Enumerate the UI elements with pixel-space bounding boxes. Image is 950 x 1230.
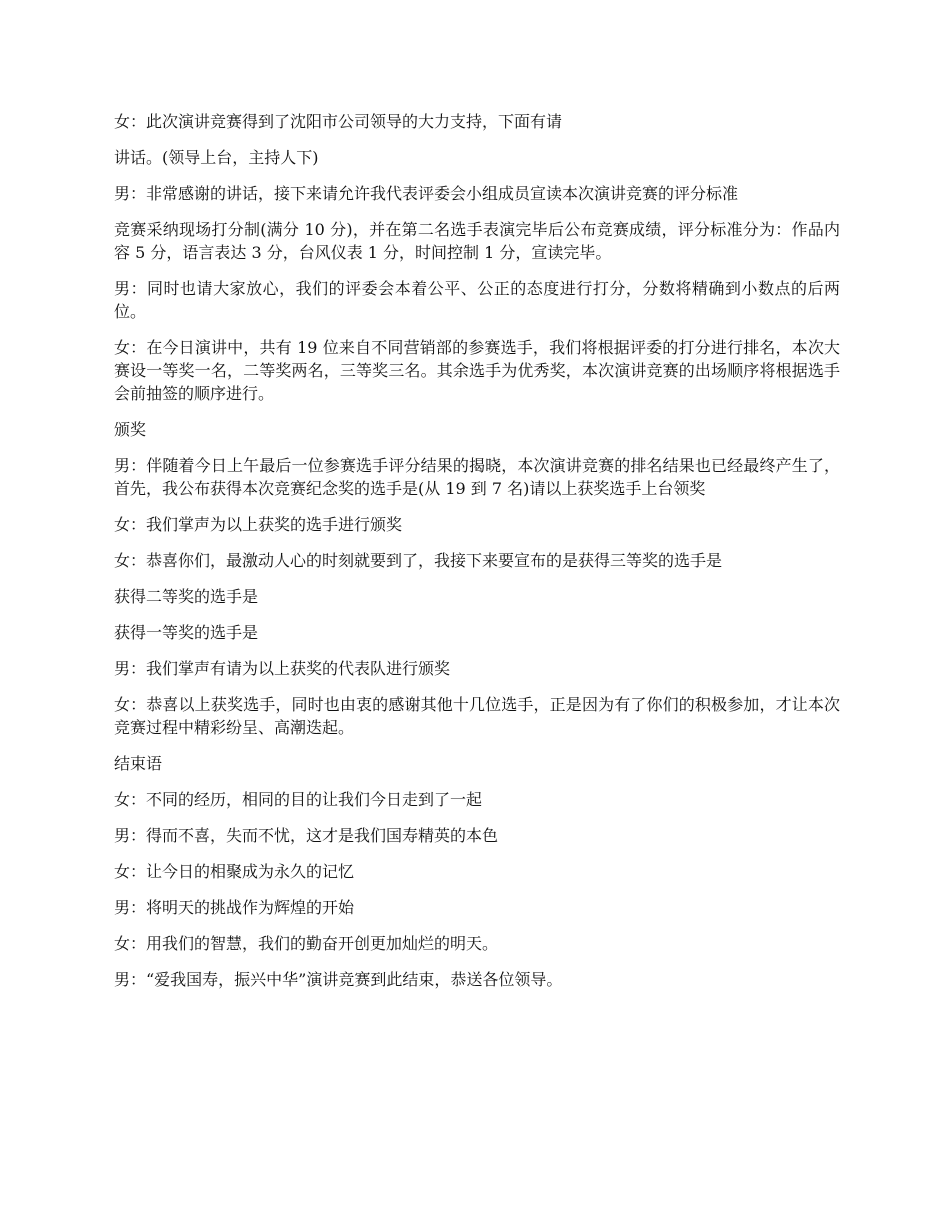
paragraph-10: 女：恭喜你们，最激动人心的时刻就要到了，我接下来要宣布的是获得三等奖的选手是 <box>114 551 723 570</box>
paragraph-8: 男：伴随着今日上午最后一位参赛选手评分结果的揭晓，本次演讲竞赛的排名结果也已经最终产生了，首先，我公布获得本次竞赛纪念奖的选手是(从 19 到 7 名)请以上获奖选手上台领奖 <box>114 456 840 498</box>
section-heading-award: 颁奖 <box>114 420 147 439</box>
section-heading-closing: 结束语 <box>114 754 163 773</box>
paragraph-5: 男：同时也请大家放心，我们的评委会本着公平、公正的态度进行打分，分数将精确到小数点的后两位。 <box>114 279 840 321</box>
paragraph-17: 男：得而不喜，失而不忧，这才是我们国寿精英的本色 <box>114 826 499 845</box>
paragraph-1: 女：此次演讲竞赛得到了沈阳市公司领导的大力支持，下面有请 <box>114 112 563 131</box>
paragraph-12: 获得一等奖的选手是 <box>114 623 259 642</box>
paragraph-14: 女：恭喜以上获奖选手，同时也由衷的感谢其他十几位选手，正是因为有了你们的积极参加，才让本次竞赛过程中精彩纷呈、高潮迭起。 <box>114 695 840 737</box>
paragraph-18: 女：让今日的相聚成为永久的记忆 <box>114 862 355 881</box>
paragraph-16: 女：不同的经历，相同的目的让我们今日走到了一起 <box>114 790 483 809</box>
paragraph-20: 女：用我们的智慧，我们的勤奋开创更加灿烂的明天。 <box>114 934 499 953</box>
paragraph-2: 讲话。(领导上台，主持人下) <box>114 148 319 167</box>
paragraph-3: 男：非常感谢的讲话，接下来请允许我代表评委会小组成员宣读本次演讲竞赛的评分标准 <box>114 184 739 203</box>
paragraph-21: 男：“爱我国寿，振兴中华”演讲竞赛到此结束，恭送各位领导。 <box>114 970 563 989</box>
paragraph-19: 男：将明天的挑战作为辉煌的开始 <box>114 898 355 917</box>
document-body <box>114 110 840 1004</box>
paragraph-4: 竞赛采纳现场打分制(满分 10 分)，并在第二名选手表演完毕后公布竞赛成绩，评分标准分为：作品内容 5 分，语言表达 3 分，台风仪表 1 分，时间控制 1 分，宣读完毕。 <box>114 220 840 262</box>
paragraph-11: 获得二等奖的选手是 <box>114 587 259 606</box>
paragraph-13: 男：我们掌声有请为以上获奖的代表队进行颁奖 <box>114 659 451 678</box>
paragraph-9: 女：我们掌声为以上获奖的选手进行颁奖 <box>114 515 403 534</box>
paragraph-6: 女：在今日演讲中，共有 19 位来自不同营销部的参赛选手，我们将根据评委的打分进行排名，本次大赛设一等奖一名，二等奖两名，三等奖三名。其余选手为优秀奖，本次演讲竞赛的出场顺序将根据选手会前抽签的顺序进行。 <box>114 338 840 403</box>
